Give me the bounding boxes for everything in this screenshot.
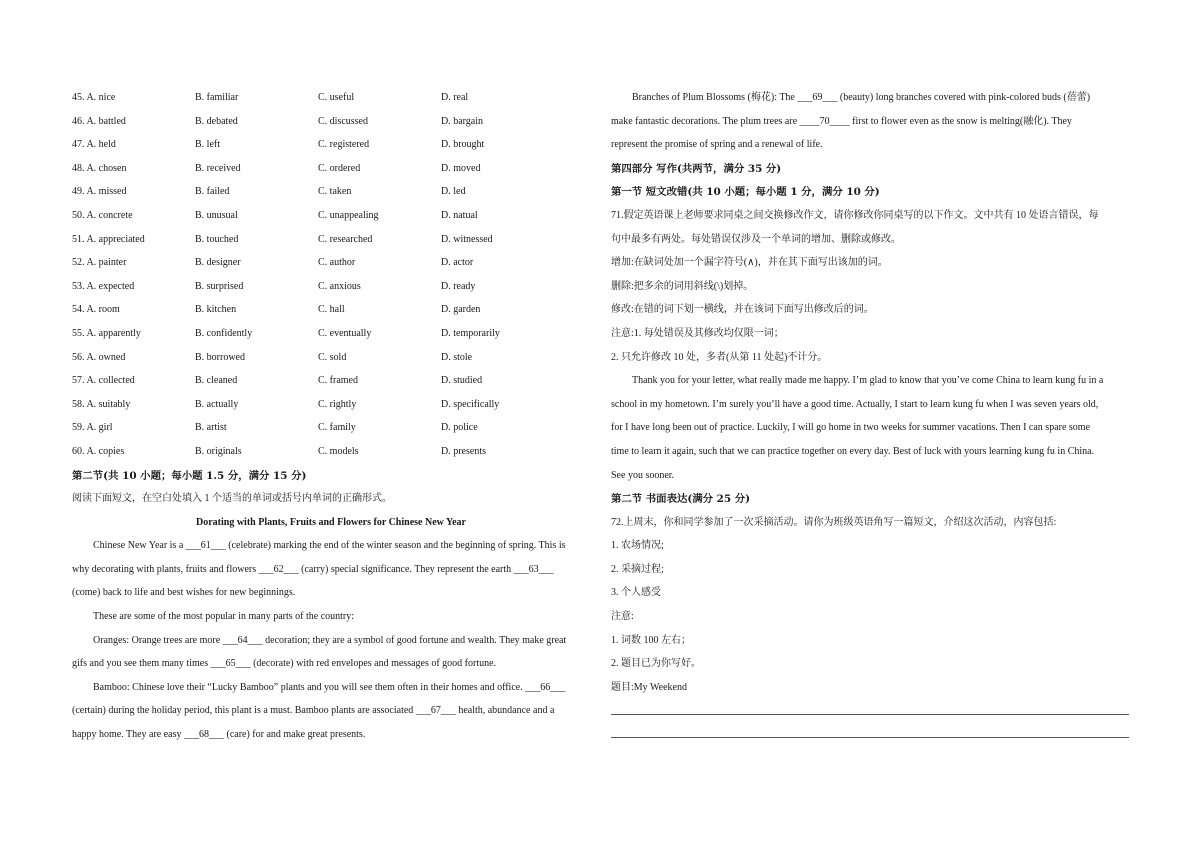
option-d: D. police [441,422,478,434]
option-c: C. discussed [318,115,368,127]
option-a: 56. A. owned [72,351,126,363]
option-b: B. borrowed [195,351,245,363]
rule-modify: 修改:在错的词下划一横线，并在该词下面写出修改后的词。 [611,304,874,316]
option-d: D. temporarily [441,327,500,339]
option-b: B. touched [195,233,239,245]
essay-line-4: time to learn it again, such that we can practice together on every day. Best of luck with yours learning kung fu in China. [611,445,1095,457]
essay-line-3: for I have long been out of practice. Luckily, I will go home in two weeks for summer vacations. Then I can spare some [611,422,1091,434]
option-d: D. real [441,92,469,103]
option-d: D. moved [441,162,481,174]
option-c: C. rightly [318,398,357,410]
option-d: D. presents [441,445,486,457]
option-b: B. left [195,139,220,151]
blank-67[interactable]: ___67___ [415,705,456,717]
text: Branches of Plum Blossoms (梅花): The [632,92,798,103]
option-c: C. hall [318,304,345,316]
answer-line-2[interactable] [611,737,1129,738]
left-column [72,89,590,750]
content-item-1: 1. 农场情况; [611,540,664,552]
option-b: B. failed [195,186,230,198]
blank-62[interactable]: ___62___ [258,563,299,575]
option-b: B. received [195,162,241,174]
q71-instruction-1: 71.假定英语课上老师要求同桌之间交换修改作文，请你修改你同桌写的以下作文。文中共有 10 处语言错误，每 [611,209,1099,221]
option-d: D. bargain [441,115,484,127]
passage-line-3: (come) back to life and best wishes for new beginnings. [72,587,296,599]
option-b: B. debated [195,115,238,127]
option-d: D. brought [441,139,485,151]
text: why decorating with plants, fruits and flowers [72,563,259,575]
text: first to flower even as the snow is melting(融化). They [849,115,1072,127]
q71-instruction-2: 句中最多有两处。每处错误仅涉及一个单词的增加、删除或修改。 [611,233,901,245]
option-d: D. ready [441,280,476,292]
option-b: B. unusual [195,209,238,221]
option-row [72,207,590,231]
text: Oranges: Orange trees are more [93,634,223,646]
note-1: 注意:1. 每处错误及其修改均仅限一词； [611,327,784,339]
text: make fantastic decorations. The plum trees are [611,115,800,127]
q72-instruction: 72.上周末，你和同学参加了一次采摘活动。请你为班级英语角写一篇短文，介绍这次活动，内容包括: [611,516,1057,528]
text: (decorate) with red envelopes and messages of good fortune. [250,658,497,670]
blank-63[interactable]: ___63___ [513,563,554,575]
essay-line-5: See you sooner. [611,469,675,481]
option-c: C. sold [318,351,347,363]
text: (certain) during the holiday period, this plant is a must. Bamboo plants are associated [72,705,416,717]
option-a: 47. A. held [72,139,116,151]
essay-line-1: Thank you for your letter, what really made me happy. I’m glad to know that you’ve come China to learn kung fu in a [632,375,1104,387]
option-row [72,443,590,467]
passage-line-4: These are some of the most popular in many parts of the country: [93,611,355,623]
text: health, abundance and a [455,705,555,717]
option-c: C. useful [318,92,355,103]
blank-66[interactable]: ___66___ [525,681,566,693]
option-c: C. anxious [318,280,361,292]
passage-line-12: represent the promise of spring and a renewal of life. [611,139,823,151]
text: gifs and you see them many times [72,658,211,670]
option-b: B. originals [195,445,242,457]
option-row [72,419,590,443]
passage-line-6 [72,655,590,679]
option-row [72,278,590,302]
passage-line-10 [611,89,1129,113]
option-a: 51. A. appreciated [72,233,145,245]
rule-add: 增加:在缺词处加一个漏字符号(∧)，并在其下面写出该加的词。 [611,257,888,269]
section2-instruction: 阅读下面短文，在空白处填入 1 个适当的单词或括号内单词的正确形式。 [72,493,392,505]
option-c: C. registered [318,139,370,151]
option-d: D. garden [441,304,481,316]
passage-line-8 [72,702,590,726]
option-b: B. artist [195,422,227,434]
option-c: C. taken [318,186,352,198]
note-item-1: 1. 词数 100 左右； [611,634,691,646]
option-row [72,349,590,373]
option-d: D. stole [441,351,473,363]
option-c: C. ordered [318,162,361,174]
topic: 题目:My Weekend [611,681,687,693]
section1-heading: 第一节 短文改错(共 10 小题；每小题 1 分，满分 10 分) [611,186,880,199]
text: (beauty) long branches covered with pink-colored buds (蓓蕾) [837,92,1091,103]
option-d: D. led [441,186,466,198]
option-row [72,183,590,207]
essay-line-2: school in my hometown. I’m surely you’ll have a good time. Actually, I start to learn kung fu when I was seven years old, [611,398,1099,410]
option-c: C. unappealing [318,209,379,221]
section2-writing-heading: 第二节 书面表达(满分 25 分) [611,493,751,506]
option-row [72,113,590,137]
note-2: 2. 只允许修改 10 处，多者(从第 11 处起)不计分。 [611,351,828,363]
section2-heading: 第二节(共 10 小题；每小题 1.5 分，满分 15 分) [72,469,307,482]
option-b: B. cleaned [195,375,238,387]
rule-delete: 删除:把多余的词用斜线(\)划掉。 [611,280,754,292]
passage-title: Dorating with Plants, Fruits and Flowers for Chinese New Year [196,516,466,528]
option-b: B. kitchen [195,304,237,316]
blank-70[interactable]: ____70____ [799,115,850,127]
text: Chinese New Year is a [93,540,186,552]
options-list [72,89,590,467]
option-row [72,231,590,255]
text: (celebrate) marking the end of the winter season and the beginning of spring. This is [225,540,566,552]
option-c: C. models [318,445,359,457]
option-a: 55. A. apparently [72,327,141,339]
option-a: 60. A. copies [72,445,125,457]
blank-68[interactable]: ___68___ [184,729,224,741]
option-row [72,136,590,160]
option-a: 53. A. expected [72,280,135,292]
option-b: B. actually [195,398,239,410]
option-row [72,160,590,184]
text: decoration; they are a symbol of good fortune and wealth. They make great [262,634,567,646]
option-c: C. researched [318,233,373,245]
option-b: B. familiar [195,92,239,103]
option-d: D. specifically [441,398,500,410]
option-c: C. eventually [318,327,372,339]
option-a: 59. A. girl [72,422,113,434]
option-row [72,325,590,349]
text: happy home. They are easy [72,729,184,741]
answer-line-1[interactable] [611,714,1129,715]
blank-69[interactable]: ___69___ [797,92,838,103]
right-column [611,89,1129,760]
text: Bamboo: Chinese love their “Lucky Bamboo” plants and you will see them often in their homes and office. [93,681,526,693]
option-b: B. confidently [195,327,253,339]
passage-line-9 [72,726,590,750]
passage-line-7 [72,679,590,703]
option-c: C. framed [318,375,358,387]
option-a: 50. A. concrete [72,209,133,221]
passage-line-11 [611,113,1129,137]
option-d: D. witnessed [441,233,493,245]
option-a: 49. A. missed [72,186,127,198]
content-item-3: 3. 个人感受 [611,587,661,599]
passage-line-2 [72,561,590,585]
option-row [72,396,590,420]
option-d: D. natual [441,209,478,221]
option-row [72,254,590,278]
option-d: D. studied [441,375,483,387]
option-row [72,372,590,396]
option-c: C. family [318,422,356,434]
passage-line-1 [72,537,590,561]
blank-64[interactable]: ___64___ [222,634,263,646]
option-a: 54. A. room [72,304,120,316]
option-a: 58. A. suitably [72,398,131,410]
option-c: C. author [318,257,356,269]
content-item-2: 2. 采摘过程; [611,563,664,575]
blank-61[interactable]: ___61___ [185,540,226,552]
option-row [72,89,590,113]
option-d: D. actor [441,257,474,269]
option-a: 52. A. painter [72,257,127,269]
option-a: 46. A. battled [72,115,126,127]
text: (care) for and make great presents. [224,729,366,741]
option-a: 45. A. nice [72,92,116,103]
part4-heading: 第四部分 写作(共两节，满分 35 分) [611,162,782,175]
passage-line-5 [72,632,590,656]
option-row [72,301,590,325]
option-a: 57. A. collected [72,375,135,387]
option-b: B. surprised [195,280,244,292]
note-item-2: 2. 题目已为你写好。 [611,658,701,670]
text: (carry) special significance. They represent the earth [298,563,514,575]
blank-65[interactable]: ___65___ [210,658,251,670]
option-b: B. designer [195,257,241,269]
option-a: 48. A. chosen [72,162,127,174]
note-label: 注意: [611,611,634,623]
